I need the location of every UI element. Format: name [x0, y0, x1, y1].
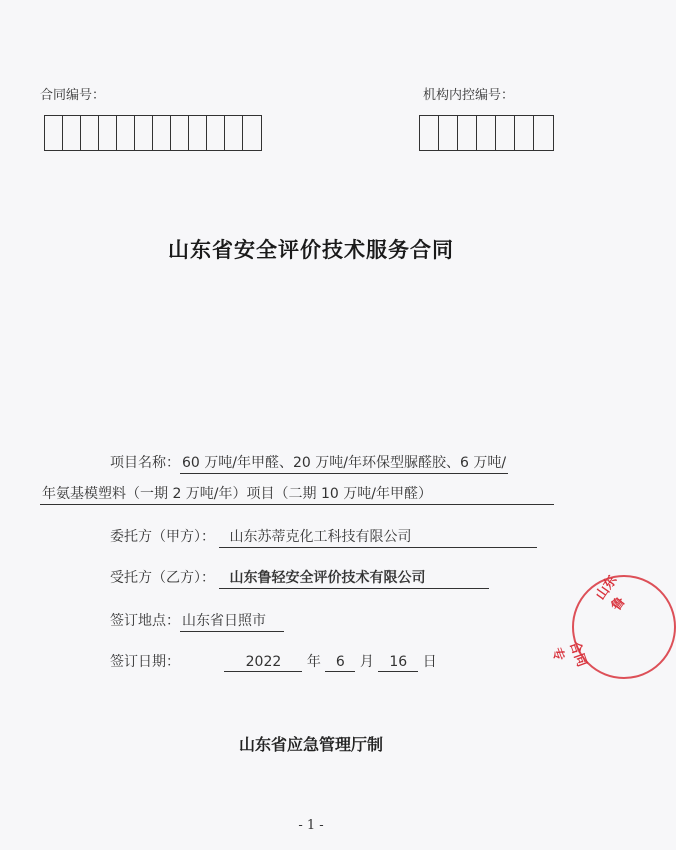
date-month-unit: 月	[359, 654, 374, 670]
contract-number-label: 合同编号：	[40, 88, 106, 103]
issuer-line: 山东省应急管理厅制	[238, 735, 383, 754]
contractor-row	[110, 567, 489, 589]
seal-circle	[572, 575, 676, 679]
signing-place-row	[110, 610, 284, 632]
date-year: 2022	[224, 654, 302, 672]
date-year-unit: 年	[306, 654, 321, 670]
date-month: 6	[325, 654, 355, 672]
project-name-row-2	[40, 483, 554, 505]
document-title: 山东省安全评价技术服务合同	[168, 238, 454, 262]
internal-control-number-label: 机构内控编号：	[423, 88, 515, 103]
signing-place-label: 签订地点：	[110, 613, 180, 629]
date-day: 16	[378, 654, 418, 672]
date-day-unit: 日	[422, 654, 437, 670]
signing-place-value: 山东省日照市	[180, 610, 284, 632]
client-label: 委托方（甲方）：	[110, 529, 215, 545]
signing-date-row	[110, 651, 437, 672]
contractor-label: 受托方（乙方）：	[110, 570, 215, 586]
client-value: 山东苏蒂克化工科技有限公司	[219, 526, 537, 548]
project-name-row-1	[110, 452, 508, 474]
client-row	[110, 526, 537, 548]
seal-text-top: 山东鲁	[593, 572, 629, 614]
project-name-label: 项目名称：	[110, 455, 180, 471]
contract-number-boxes[interactable]	[44, 115, 262, 151]
project-name-value-line2: 年氨基模塑料（一期 2 万吨/年）项目（二期 10 万吨/年甲醛）	[40, 483, 554, 505]
page-number: - 1 -	[298, 818, 324, 833]
project-name-value-line1: 60 万吨/年甲醛、20 万吨/年环保型脲醛胶、6 万吨/	[180, 452, 508, 474]
internal-control-number-boxes[interactable]	[419, 115, 554, 151]
contractor-value: 山东鲁轻安全评价技术有限公司	[219, 567, 489, 589]
seal-text-bottom: 合同专	[548, 639, 590, 669]
signing-date-label: 签订日期：	[110, 654, 180, 670]
